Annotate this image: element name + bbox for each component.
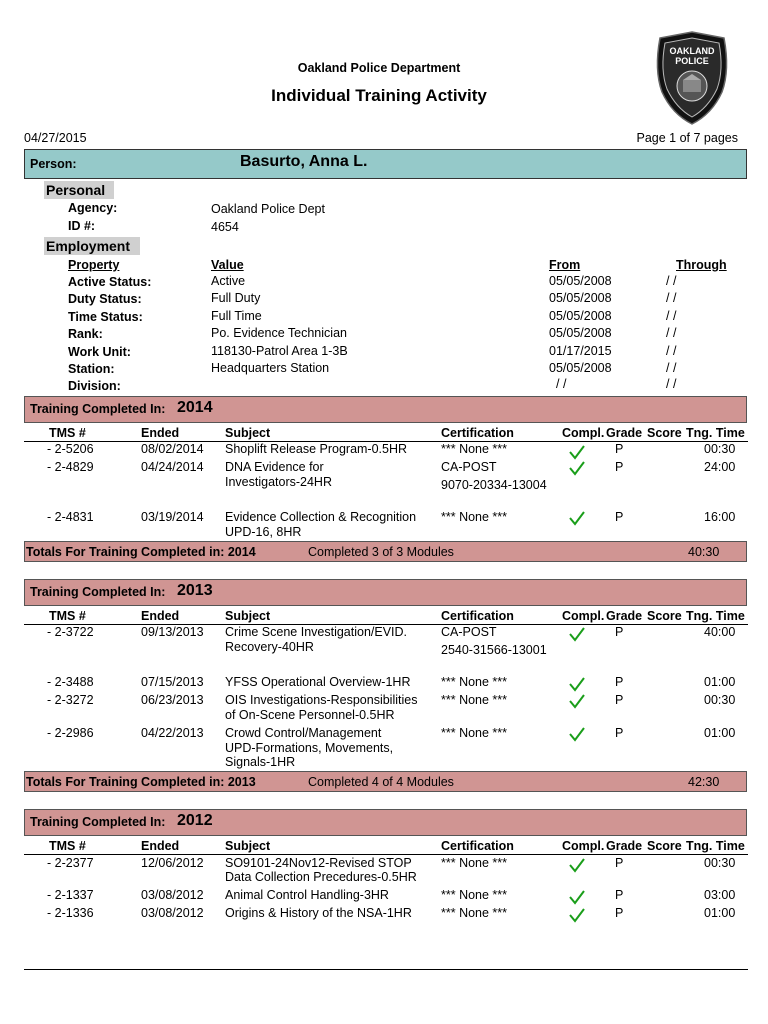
- course-subject: Crime Scene Investigation/EVID.: [225, 625, 408, 639]
- employment-property: Time Status:: [68, 310, 143, 324]
- employment-from: / /: [556, 377, 567, 391]
- course-certification: CA-POST: [441, 625, 497, 639]
- badge-text-top: OAKLAND: [669, 46, 715, 56]
- section-year: 2014: [177, 399, 213, 416]
- col-subject: Subject: [225, 426, 271, 440]
- course-tms: - 2-4829: [47, 460, 94, 474]
- course-time: 24:00: [704, 460, 736, 474]
- employment-through: / /: [666, 274, 677, 288]
- checkmark-icon: [569, 889, 585, 905]
- personal-heading: Personal: [44, 181, 114, 199]
- course-subject: YFSS Operational Overview-1HR: [225, 675, 411, 689]
- page-info: Page 1 of 7 pages: [636, 131, 738, 145]
- checkmark-icon: [569, 693, 585, 709]
- checkmark-icon: [569, 510, 585, 526]
- course-ended: 06/23/2013: [141, 693, 204, 707]
- course-time: 01:00: [704, 906, 736, 920]
- course-grade: P: [615, 675, 624, 689]
- col-score: Score: [647, 839, 682, 853]
- employment-through: / /: [666, 291, 677, 305]
- course-subject: Shoplift Release Program-0.5HR: [225, 442, 408, 456]
- divider: [24, 854, 748, 855]
- agency-value: Oakland Police Dept: [211, 202, 325, 216]
- course-time: 01:00: [704, 675, 736, 689]
- col-ended: Ended: [141, 426, 180, 440]
- course-certification: *** None ***: [441, 675, 508, 689]
- person-name: Basurto, Anna L.: [240, 153, 368, 170]
- employment-property: Active Status:: [68, 275, 152, 289]
- course-tms: - 2-1336: [47, 906, 94, 920]
- employment-header-through: Through: [676, 258, 727, 272]
- course-subject-line2: UPD-16, 8HR: [225, 525, 302, 539]
- employment-from: 01/17/2015: [549, 344, 612, 358]
- col-compl: Compl.: [562, 839, 605, 853]
- course-time: 00:30: [704, 856, 736, 870]
- col-certification: Certification: [441, 839, 514, 853]
- police-badge-icon: [652, 30, 732, 126]
- checkmark-icon: [569, 676, 585, 692]
- course-grade: P: [615, 460, 624, 474]
- course-time: 01:00: [704, 726, 736, 740]
- course-subject: Crowd Control/Management: [225, 726, 382, 740]
- course-ended: 07/15/2013: [141, 675, 204, 689]
- employment-property: Station:: [68, 362, 115, 376]
- course-time: 03:00: [704, 888, 736, 902]
- totals-label: Totals For Training Completed in: 2013: [26, 775, 256, 789]
- employment-from: 05/05/2008: [549, 274, 612, 288]
- employment-heading: Employment: [44, 237, 140, 255]
- course-tms: - 2-2377: [47, 856, 94, 870]
- course-certification: CA-POST: [441, 460, 497, 474]
- totals-modules: Completed 4 of 4 Modules: [308, 775, 454, 789]
- course-grade: P: [615, 693, 624, 707]
- col-tng-time: Tng. Time: [686, 609, 745, 623]
- course-subject: Origins & History of the NSA-1HR: [225, 906, 412, 920]
- employment-property: Division:: [68, 379, 121, 393]
- col-ended: Ended: [141, 609, 180, 623]
- employment-through: / /: [666, 326, 677, 340]
- checkmark-icon: [569, 460, 585, 476]
- totals-time: 40:30: [688, 545, 720, 559]
- course-certification: *** None ***: [441, 856, 508, 870]
- employment-from: 05/05/2008: [549, 291, 612, 305]
- report-title: Individual Training Activity: [271, 86, 487, 105]
- course-subject: DNA Evidence for: [225, 460, 324, 474]
- course-tms: - 2-3488: [47, 675, 94, 689]
- course-certification: *** None ***: [441, 726, 508, 740]
- employment-value: 118130-Patrol Area 1-3B: [211, 344, 348, 358]
- employment-property: Work Unit:: [68, 345, 131, 359]
- employment-value: Full Duty: [211, 291, 261, 305]
- person-bar: [24, 149, 747, 179]
- course-ended: 03/08/2012: [141, 888, 204, 902]
- course-grade: P: [615, 726, 624, 740]
- course-subject-line2: Investigators-24HR: [225, 475, 332, 489]
- agency-label: Agency:: [68, 201, 118, 215]
- col-ended: Ended: [141, 839, 180, 853]
- employment-value: Active: [211, 274, 246, 288]
- section-label: Training Completed In:: [30, 815, 166, 829]
- col-subject: Subject: [225, 839, 271, 853]
- col-tms: TMS #: [49, 839, 86, 853]
- course-certification: *** None ***: [441, 510, 508, 524]
- checkmark-icon: [569, 726, 585, 742]
- employment-through: / /: [666, 361, 677, 375]
- col-score: Score: [647, 609, 682, 623]
- course-certification-number: 9070-20334-13004: [441, 478, 547, 492]
- employment-header-from: From: [549, 258, 581, 272]
- course-tms: - 2-4831: [47, 510, 94, 524]
- course-subject: Evidence Collection & Recognition: [225, 510, 417, 524]
- course-time: 00:30: [704, 693, 736, 707]
- col-compl: Compl.: [562, 609, 605, 623]
- course-ended: 08/02/2014: [141, 442, 204, 456]
- course-ended: 12/06/2012: [141, 856, 204, 870]
- course-certification: *** None ***: [441, 906, 508, 920]
- col-certification: Certification: [441, 609, 514, 623]
- course-subject: SO9101-24Nov12-Revised STOP: [225, 856, 412, 870]
- course-time: 00:30: [704, 442, 736, 456]
- course-time: 40:00: [704, 625, 736, 639]
- id-value: 4654: [211, 220, 239, 234]
- checkmark-icon: [569, 857, 585, 873]
- course-time: 16:00: [704, 510, 736, 524]
- col-grade: Grade: [606, 609, 643, 623]
- department-name: Oakland Police Department: [297, 61, 461, 75]
- section-year: 2013: [177, 582, 213, 599]
- employment-value: Headquarters Station: [211, 361, 330, 375]
- course-certification: *** None ***: [441, 888, 508, 902]
- course-ended: 04/22/2013: [141, 726, 204, 740]
- section-label: Training Completed In:: [30, 585, 166, 599]
- course-ended: 04/24/2014: [141, 460, 204, 474]
- employment-from: 05/05/2008: [549, 326, 612, 340]
- totals-time: 42:30: [688, 775, 720, 789]
- employment-header-property: Property: [68, 258, 120, 272]
- course-subject-line2: UPD-Formations, Movements,: [225, 741, 394, 755]
- employment-value: Po. Evidence Technician: [211, 326, 347, 340]
- col-tms: TMS #: [49, 609, 86, 623]
- col-tms: TMS #: [49, 426, 86, 440]
- checkmark-icon: [569, 626, 585, 642]
- course-subject-line2: Recovery-40HR: [225, 640, 314, 654]
- course-tms: - 2-2986: [47, 726, 94, 740]
- col-compl: Compl.: [562, 426, 605, 440]
- person-label: Person:: [30, 157, 77, 171]
- course-subject: OIS Investigations-Responsibilities: [225, 693, 418, 707]
- course-grade: P: [615, 906, 624, 920]
- col-grade: Grade: [606, 426, 643, 440]
- footer-divider: [24, 969, 748, 970]
- employment-through: / /: [666, 309, 677, 323]
- course-tms: - 2-5206: [47, 442, 94, 456]
- course-certification-number: 2540-31566-13001: [441, 643, 547, 657]
- section-label: Training Completed In:: [30, 402, 166, 416]
- course-tms: - 2-3722: [47, 625, 94, 639]
- checkmark-icon: [569, 907, 585, 923]
- employment-header-value: Value: [211, 258, 244, 272]
- course-tms: - 2-1337: [47, 888, 94, 902]
- course-certification: *** None ***: [441, 442, 508, 456]
- course-grade: P: [615, 888, 624, 902]
- col-subject: Subject: [225, 609, 271, 623]
- course-grade: P: [615, 856, 624, 870]
- employment-through: / /: [666, 377, 677, 391]
- course-subject-line3: Signals-1HR: [225, 755, 296, 769]
- course-subject-line2: of On-Scene Personnel-0.5HR: [225, 708, 395, 722]
- col-grade: Grade: [606, 839, 643, 853]
- course-ended: 03/08/2012: [141, 906, 204, 920]
- course-grade: P: [615, 510, 624, 524]
- report-date: 04/27/2015: [24, 131, 87, 145]
- totals-label: Totals For Training Completed in: 2014: [26, 545, 256, 559]
- employment-through: / /: [666, 344, 677, 358]
- course-subject: Animal Control Handling-3HR: [225, 888, 389, 902]
- employment-from: 05/05/2008: [549, 361, 612, 375]
- col-score: Score: [647, 426, 682, 440]
- employment-from: 05/05/2008: [549, 309, 612, 323]
- course-grade: P: [615, 442, 624, 456]
- totals-modules: Completed 3 of 3 Modules: [308, 545, 454, 559]
- course-subject-line2: Data Collection Precedures-0.5HR: [225, 870, 417, 884]
- course-certification: *** None ***: [441, 693, 508, 707]
- col-tng-time: Tng. Time: [686, 839, 745, 853]
- col-tng-time: Tng. Time: [686, 426, 745, 440]
- id-label: ID #:: [68, 219, 96, 233]
- employment-property: Rank:: [68, 327, 103, 341]
- course-ended: 09/13/2013: [141, 625, 204, 639]
- course-ended: 03/19/2014: [141, 510, 204, 524]
- section-year: 2012: [177, 812, 213, 829]
- col-certification: Certification: [441, 426, 514, 440]
- badge-text-sub: POLICE: [675, 56, 709, 66]
- course-tms: - 2-3272: [47, 693, 94, 707]
- employment-value: Full Time: [211, 309, 262, 323]
- employment-property: Duty Status:: [68, 292, 142, 306]
- course-grade: P: [615, 625, 624, 639]
- checkmark-icon: [569, 444, 585, 460]
